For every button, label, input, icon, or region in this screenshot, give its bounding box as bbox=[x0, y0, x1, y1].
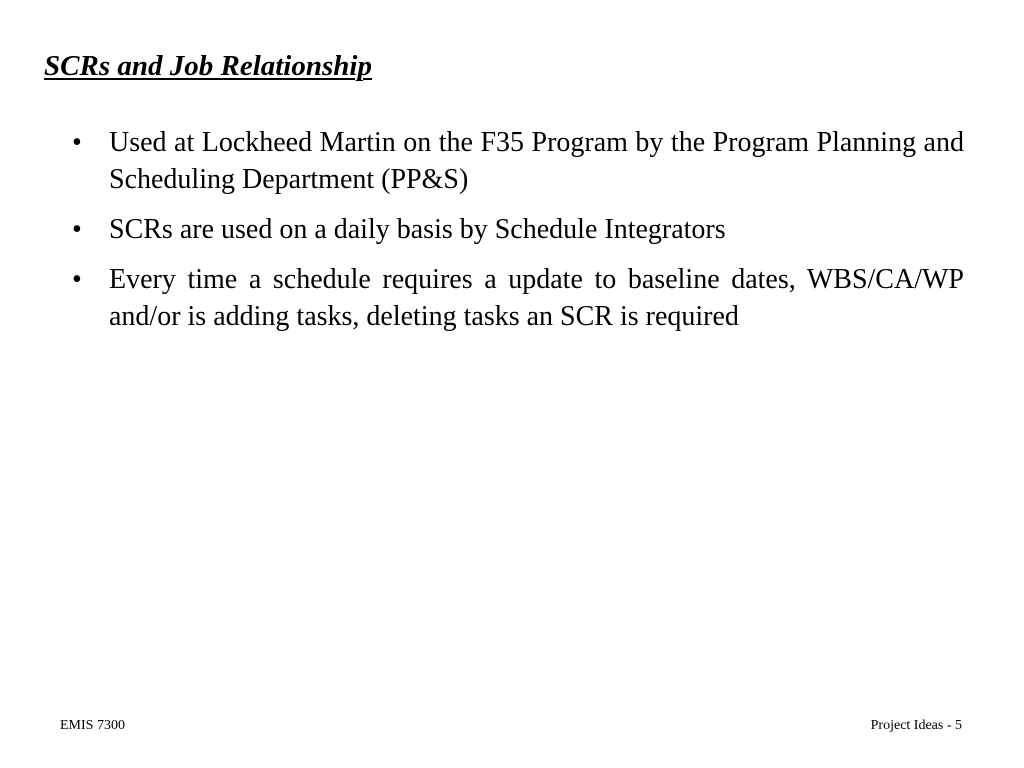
bullet-icon: • bbox=[72, 127, 82, 158]
bullet-text: SCRs are used on a daily basis by Schedule Integrators bbox=[109, 214, 726, 245]
bullet-item bbox=[72, 124, 964, 198]
footer-page-label: Project Ideas - 5 bbox=[870, 718, 962, 733]
bullet-list bbox=[72, 124, 964, 348]
footer-course-code: EMIS 7300 bbox=[60, 718, 125, 733]
bullet-item bbox=[72, 211, 964, 248]
bullet-text: Used at Lockheed Martin on the F35 Program by the Program Planning and Scheduling Department (PP&S) bbox=[109, 127, 964, 195]
bullet-icon: • bbox=[72, 264, 82, 295]
bullet-icon: • bbox=[72, 214, 82, 245]
slide-title: SCRs and Job Relationship bbox=[44, 50, 372, 82]
bullet-item bbox=[72, 261, 964, 335]
bullet-text: Every time a schedule requires a update to baseline dates, WBS/CA/WP and/or is adding tasks, deleting tasks an SCR is required bbox=[109, 264, 964, 332]
